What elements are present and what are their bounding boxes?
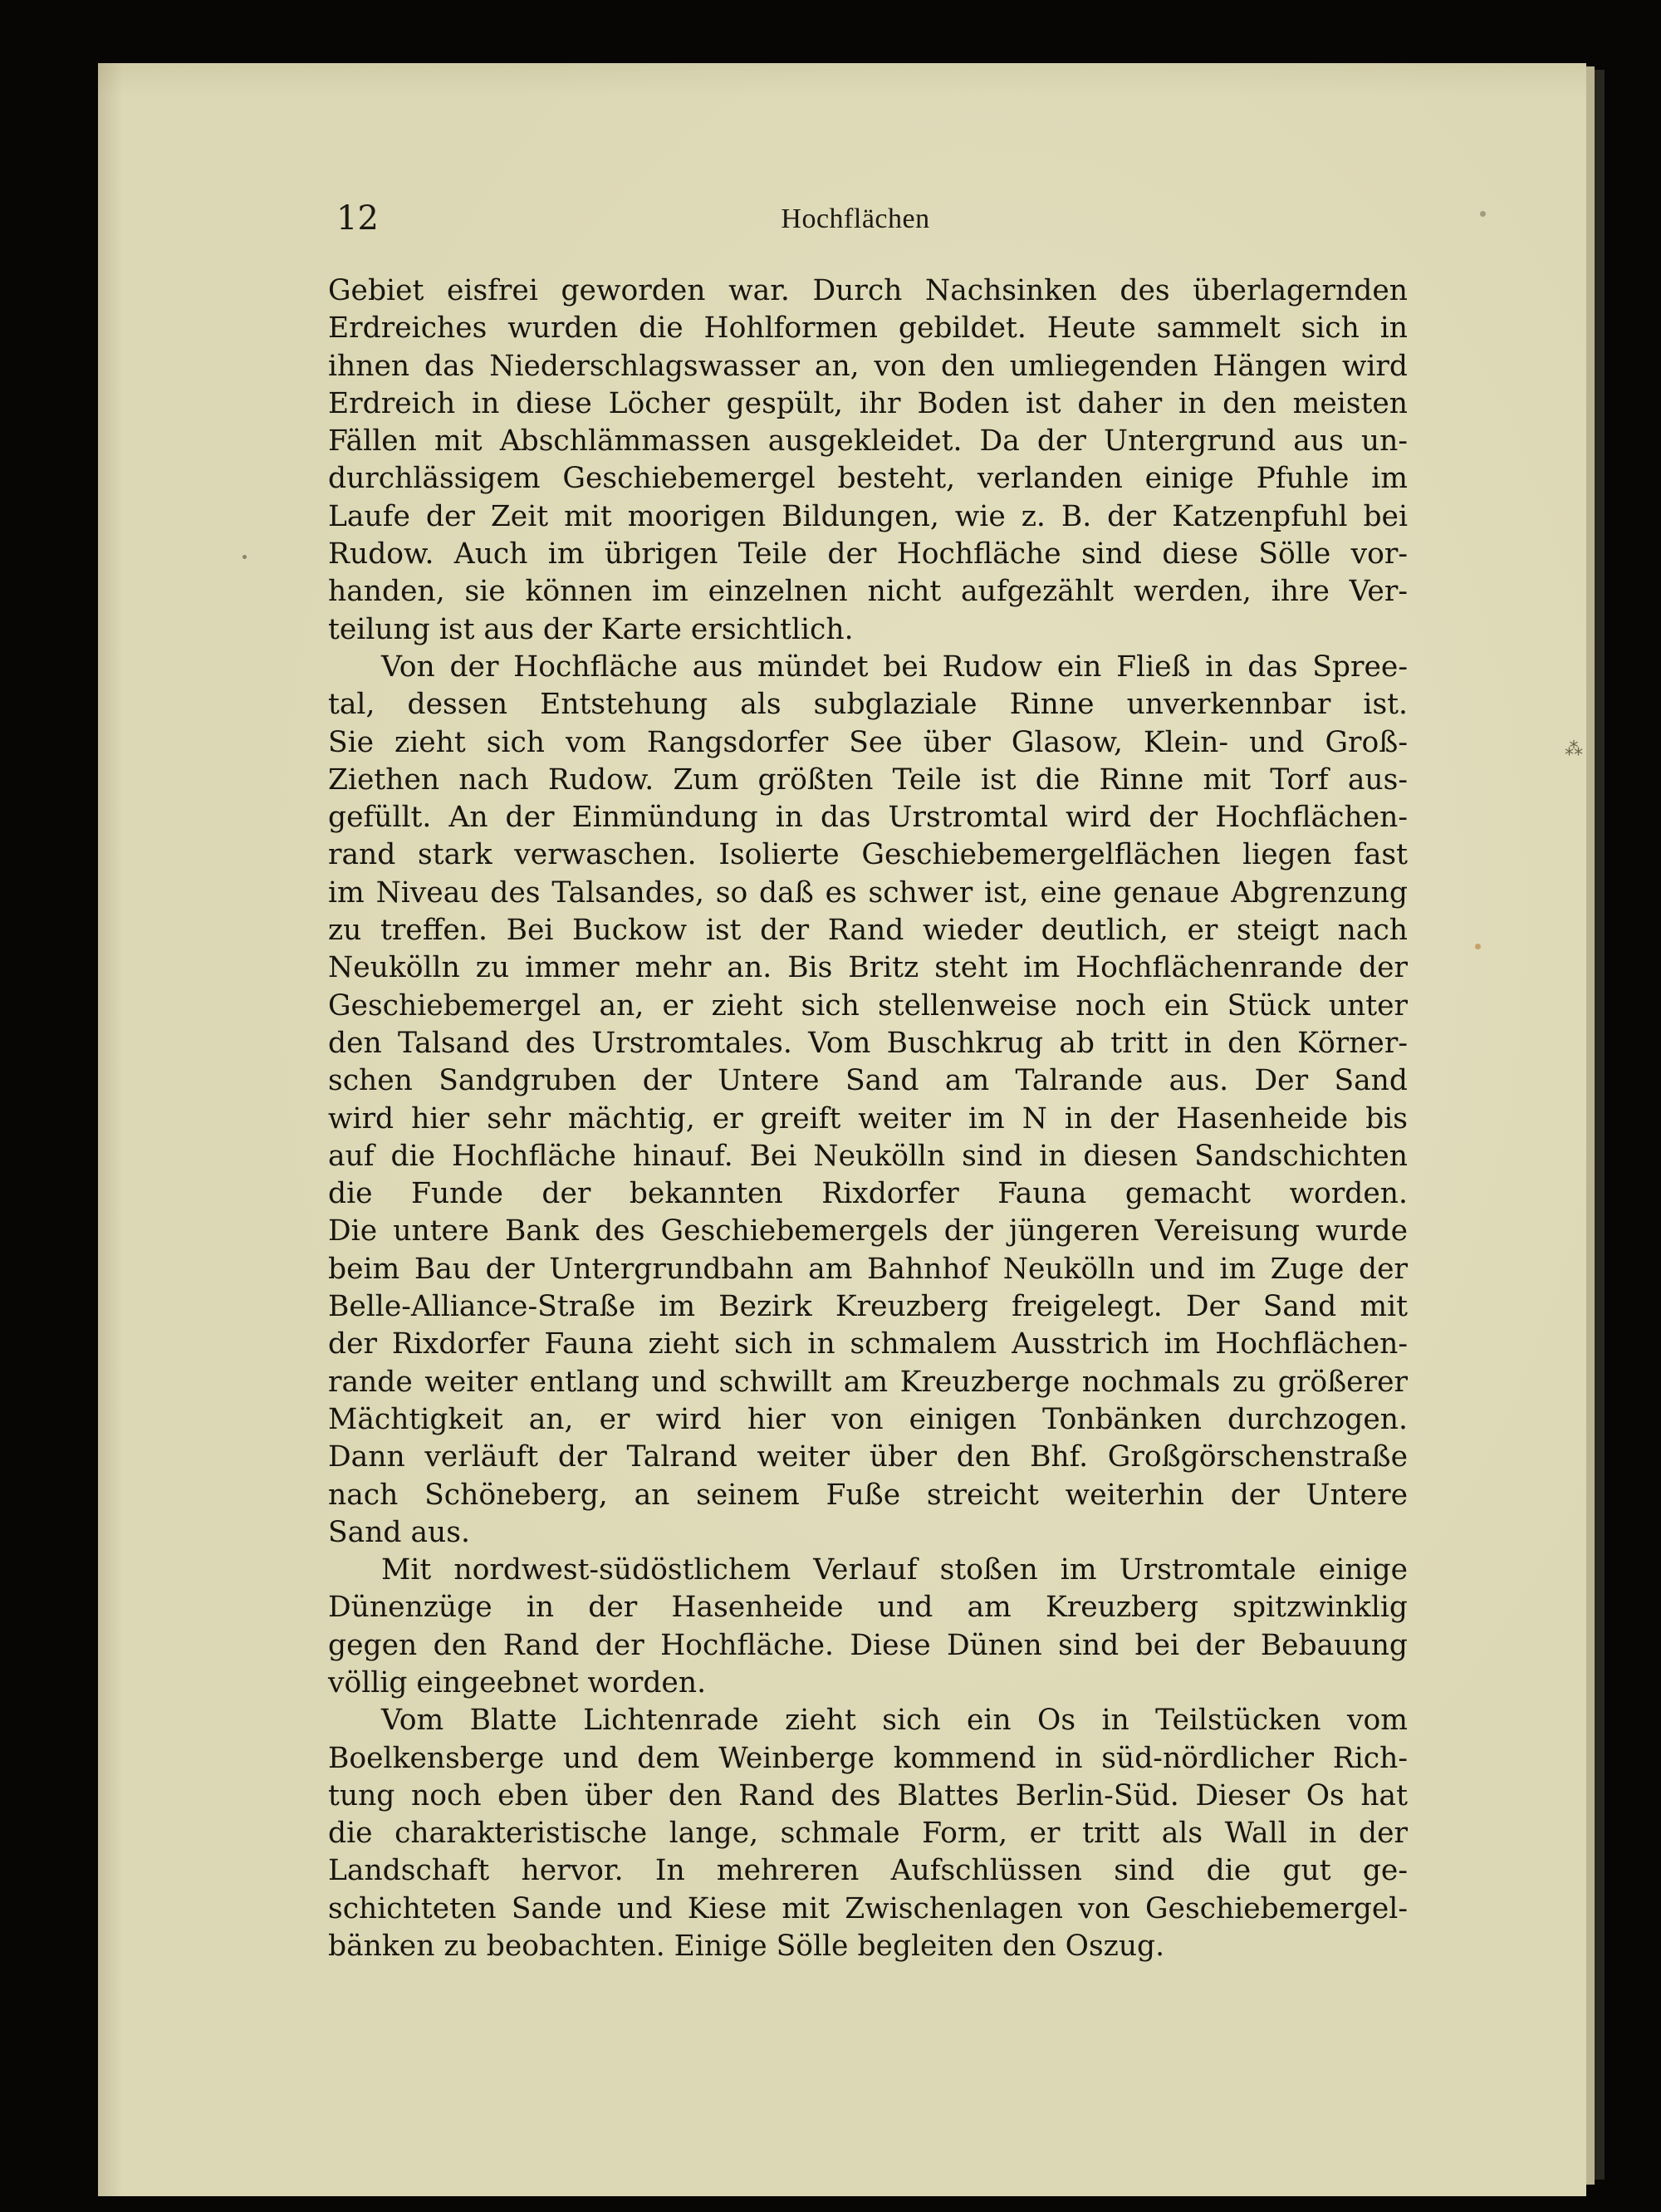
text-line: der Rixdorfer Fauna zieht sich in schmalem Ausstrich im Hochflächen- [328,1327,1408,1361]
page-edge-strip [1586,66,1595,2185]
text-line: Erdreiches wurden die Hohlformen gebildet. Heute sammelt sich in [328,311,1408,346]
paragraph [328,1552,1408,1702]
facing-page-edge [1595,70,1605,2180]
margin-dot [1480,211,1486,217]
margin-dot [1475,944,1481,949]
text-line: im Niveau des Talsandes, so daß es schwer ist, eine genaue Abgrenzung [328,875,1408,910]
margin-mark-icon: ⁂ [1565,739,1583,760]
text-line: Von der Hochfläche aus mündet bei Rudow ein Fließ in das Spree- [381,650,1408,684]
text-line: auf die Hochfläche hinauf. Bei Neukölln sind in diesen Sandschichten [328,1139,1408,1173]
text-line: bänken zu beobachten. Einige Sölle begleiten den Oszug. [328,1930,1165,1964]
paragraph [328,272,1408,649]
text-line: Erdreich in diese Löcher gespült, ihr Boden ist daher in den meisten [328,386,1408,420]
text-line: Dünenzüge in der Hasenheide und am Kreuzberg spitzwinklig [328,1591,1408,1625]
text-line: rand stark verwaschen. Isolierte Geschiebemergelflächen liegen fast [328,838,1408,872]
text-line: Die untere Bank des Geschiebemergels der jüngeren Vereisung wurde [328,1214,1408,1248]
running-head: Hochflächen [781,204,930,234]
text-line: schichteten Sande und Kiese mit Zwischenlagen von Geschiebemergel- [328,1891,1408,1925]
text-line: Geschiebemergel an, er zieht sich stellenweise noch ein Stück unter [328,988,1408,1023]
text-line: die Funde der bekannten Rixdorfer Fauna gemacht worden. [328,1177,1408,1211]
paragraph [328,1702,1408,1965]
margin-dot [243,555,247,559]
text-line: Vom Blatte Lichtenrade zieht sich ein Os in Teilstücken vom [381,1704,1408,1738]
text-line: Rudow. Auch im übrigen Teile der Hochfläche sind diese Sölle vor- [328,537,1408,571]
text-line: teilung ist aus der Karte ersichtlich. [328,612,854,646]
text-line: nach Schöneberg, an seinem Fuße streicht weiterhin der Untere [328,1478,1408,1512]
text-line: Mächtigkeit an, er wird hier von einigen Tonbänken durchzogen. [328,1402,1408,1436]
text-line: tal, dessen Entstehung als subglaziale Rinne unverkennbar ist. [328,688,1408,722]
text-line: Belle-Alliance-Straße im Bezirk Kreuzberg freigelegt. Der Sand mit [328,1290,1408,1324]
text-line: Boelkensberge und dem Weinberge kommend in süd-nördlicher Rich- [328,1741,1408,1775]
page-number: 12 [336,199,379,238]
text-line: Ziethen nach Rudow. Zum größten Teile ist die Rinne mit Torf aus- [328,763,1408,797]
text-line: durchlässigem Geschiebemergel besteht, verlanden einige Pfuhle im [328,462,1408,496]
text-line: Landschaft hervor. In mehreren Aufschlüssen sind die gut ge- [328,1854,1408,1888]
text-line: Neukölln zu immer mehr an. Bis Britz steht im Hochflächenrande der [328,951,1408,985]
text-line: schen Sandgruben der Untere Sand am Talrande aus. Der Sand [328,1064,1408,1098]
text-line: tung noch eben über den Rand des Blattes Berlin-Süd. Dieser Os hat [328,1778,1408,1812]
text-line: Gebiet eisfrei geworden war. Durch Nachsinken des überlagernden [328,274,1408,307]
text-line: Laufe der Zeit mit moorigen Bildungen, wie z. B. der Katzenpfuhl bei [328,499,1408,533]
text-line: Sand aus. [328,1515,470,1549]
text-line: rande weiter entlang und schwillt am Kreuzberge nochmals zu größerer [328,1365,1408,1399]
text-line: wird hier sehr mächtig, er greift weiter im N in der Hasenheide bis [328,1101,1408,1135]
text-line: Fällen mit Abschlämmassen ausgekleidet. Da der Untergrund aus un- [328,424,1408,459]
text-line: Sie zieht sich vom Rangsdorfer See über Glasow, Klein- und Groß- [328,725,1408,759]
paragraph [328,649,1408,1552]
body-text [328,272,1408,1965]
text-line: gegen den Rand der Hochfläche. Diese Dünen sind bei der Bebauung [328,1628,1408,1662]
text-line: Dann verläuft der Talrand weiter über den Bhf. Großgörschenstraße [328,1440,1408,1474]
text-line: zu treffen. Bei Buckow ist der Rand wieder deutlich, er steigt nach [328,914,1408,948]
text-line: völlig eingeebnet worden. [328,1665,707,1699]
text-line: beim Bau der Untergrundbahn am Bahnhof Neukölln und im Zuge der [328,1252,1408,1286]
text-line: die charakteristische lange, schmale Form, er tritt als Wall in der [328,1817,1408,1851]
text-line: ihnen das Niederschlagswasser an, von den umliegenden Hängen wird [328,349,1408,383]
text-line: Mit nordwest-südöstlichem Verlauf stoßen im Urstromtale einige [381,1553,1408,1587]
text-line: handen, sie können im einzelnen nicht aufgezählt werden, ihre Ver- [328,575,1408,609]
text-line: den Talsand des Urstromtales. Vom Buschkrug ab tritt in den Körner- [328,1026,1408,1060]
text-line: gefüllt. An der Einmündung in das Urstromtal wird der Hochflächen- [328,801,1408,835]
